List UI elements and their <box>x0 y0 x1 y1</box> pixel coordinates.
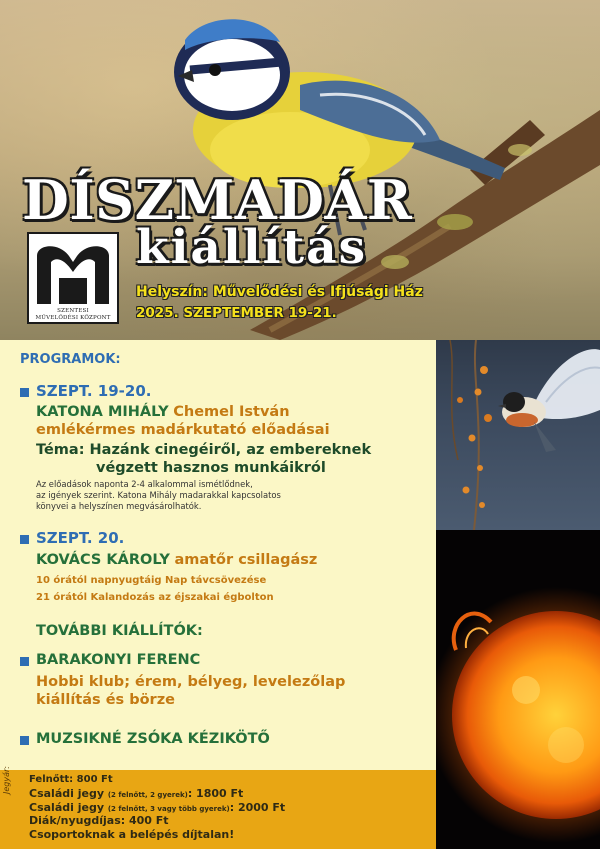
programs-heading: PROGRAMOK: <box>20 352 121 367</box>
price-student: Diák/nyugdíjas: 400 Ft <box>29 814 169 827</box>
event1-topic-2: végzett hasznos munkáikról <box>96 460 326 476</box>
price-adult: Felnőtt: 800 Ft <box>29 774 113 785</box>
logo-text-2: MŰVELŐDÉSI KÖZPONT <box>35 315 111 321</box>
venue: Helyszín: Művelődési és Ifjúsági Ház <box>136 284 423 300</box>
event1-topic-1: Téma: Hazánk cinegéiről, az embereknek <box>36 442 372 458</box>
tickets-label: Jegyár: <box>2 766 11 794</box>
event1-note-1: Az előadások naponta 2-4 alkalommal ismétlődnek, <box>36 479 253 489</box>
logo-mark-icon <box>29 238 117 308</box>
bullet-icon <box>20 736 29 745</box>
logo-text-1: SZENTESI <box>57 308 89 314</box>
family1-label: Családi jegy <box>29 787 104 800</box>
event1-date: SZEPT. 19-20. <box>36 382 152 400</box>
bullet-icon <box>20 535 29 544</box>
event1-speaker: KATONA MIHÁLY <box>36 404 169 420</box>
exhibitor1-desc-2: kiállítás és börze <box>36 692 175 708</box>
event2-date: SZEPT. 20. <box>36 529 125 547</box>
event-date: 2025. SZEPTEMBER 19-21. <box>136 305 337 321</box>
title-sub: kiállítás <box>136 220 368 275</box>
groups-free: Csoportoknak a belépés díjtalan! <box>29 828 235 841</box>
ticket-prices <box>0 766 436 849</box>
event2-line-1: 10 órától napnyugtáig Nap távcsövezése <box>36 575 267 586</box>
flying-bird-photo <box>436 340 600 530</box>
event2-line-2: 21 órától Kalandozás az éjszakai égbolton <box>36 592 274 603</box>
family2-note: (2 felnőtt, 3 vagy több gyerek) <box>107 805 230 813</box>
event2-speaker-line <box>36 552 317 568</box>
exhibitor2-name: MUZSIKNÉ ZSÓKA KÉZIKÖTŐ <box>36 731 270 747</box>
family1-price: : 1800 Ft <box>187 787 244 800</box>
flying-bird-illustration <box>436 340 600 530</box>
exhibitors-heading: TOVÁBBI KIÁLLÍTÓK: <box>36 623 203 639</box>
program-content <box>0 340 436 770</box>
exhibitor1-desc-1: Hobbi klub; érem, bélyeg, levelezőlap <box>36 674 346 690</box>
sun-illustration <box>436 530 600 849</box>
price-family-2 <box>29 801 285 814</box>
organizer-logo <box>27 232 119 324</box>
event1-note-3: könyvei a helyszínen megvásárolhatók. <box>36 501 202 511</box>
hero-photo <box>0 0 600 340</box>
bullet-icon <box>20 388 29 397</box>
event2-speaker: KOVÁCS KÁROLY <box>36 552 170 568</box>
family2-label: Családi jegy <box>29 801 104 814</box>
family2-price: : 2000 Ft <box>229 801 286 814</box>
price-family-1 <box>29 787 243 800</box>
event2-role: amatőr csillagász <box>174 552 318 568</box>
title-main: DÍSZMADÁR <box>22 168 413 232</box>
event1-award-line2: emlékérmes madárkutató előadásai <box>36 422 330 438</box>
event1-speaker-line <box>36 404 290 420</box>
event1-note-2: az igények szerint. Katona Mihály madarakkal kapcsolatos <box>36 490 281 500</box>
family1-note: (2 felnőtt, 2 gyerek) <box>107 791 188 799</box>
sun-photo <box>436 530 600 849</box>
event1-award: Chemel István <box>173 404 290 420</box>
exhibitor1-name: BARAKONYI FERENC <box>36 652 201 668</box>
bullet-icon <box>20 657 29 666</box>
